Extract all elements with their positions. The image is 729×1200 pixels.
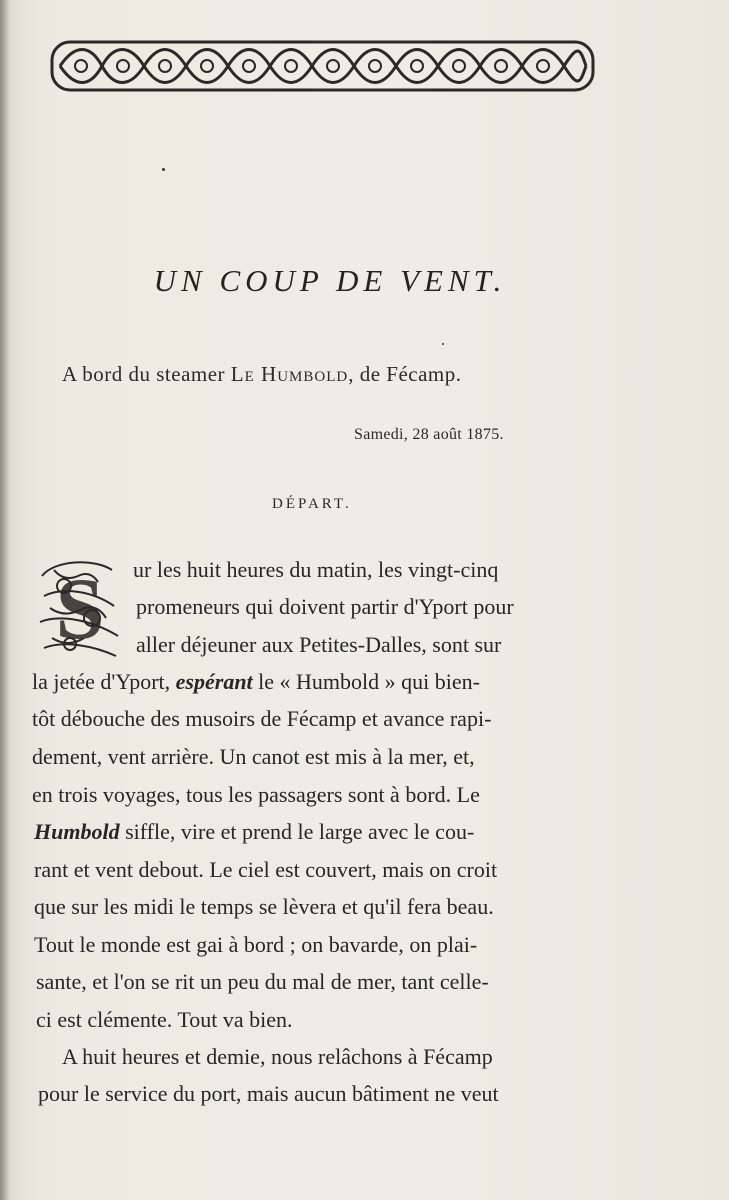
dropcap-letter: S xyxy=(55,561,105,658)
text-line: que sur les midi le temps se lèvera et qu'il fera beau. xyxy=(34,894,494,919)
dateline: Samedi, 28 août 1875. xyxy=(354,426,504,443)
headpiece-ornament xyxy=(50,38,595,94)
chapter-subtitle xyxy=(62,362,462,387)
text-line: tôt débouche des musoirs de Fécamp et avance rapi- xyxy=(32,706,492,731)
text-line: aller déjeuner aux Petites-Dalles, sont sur xyxy=(136,632,502,657)
text-line: rant et vent debout. Le ciel est couvert, mais on croit xyxy=(34,857,498,882)
emphasis: Humbold xyxy=(34,819,120,844)
text-run: siffle, vire et prend le large avec le cou- xyxy=(125,819,475,844)
text-line: ci est clémente. Tout va bien. xyxy=(36,1007,293,1032)
text-line: Tout le monde est gai à bord ; on bavarde, on plai- xyxy=(34,932,478,957)
subtitle-prefix: A bord du steamer xyxy=(62,362,226,386)
text-line: sante, et l'on se rit un peu du mal de mer, tant celle- xyxy=(36,969,489,994)
ornamental-dropcap xyxy=(34,556,126,662)
text-line: promeneurs qui doivent partir d'Yport pour xyxy=(136,594,514,619)
text-line: pour le service du port, mais aucun bâtiment ne veut xyxy=(38,1081,499,1106)
subtitle-suffix: , de Fécamp. xyxy=(348,362,462,386)
page-binding-shadow xyxy=(0,0,10,1200)
text-line: en trois voyages, tous les passagers sont à bord. Le xyxy=(32,782,480,807)
text-line xyxy=(34,819,474,845)
text-run: le « Humbold » qui bien- xyxy=(258,669,480,694)
chapter-title: UN COUP DE VENT. xyxy=(153,263,507,298)
text-line xyxy=(32,669,480,695)
text-line: dement, vent arrière. Un canot est mis à la mer, et, xyxy=(32,744,475,769)
text-line: A huit heures et demie, nous relâchons à Fécamp xyxy=(62,1044,493,1069)
ship-name: Le Humbold xyxy=(230,362,349,386)
text-line: ur les huit heures du matin, les vingt-cinq xyxy=(133,557,499,582)
text-run: la jetée d'Yport, xyxy=(32,669,171,694)
section-heading: DÉPART. xyxy=(272,496,352,512)
emphasis: espérant xyxy=(175,669,253,694)
speck-mark xyxy=(162,168,165,171)
speck-mark xyxy=(442,343,444,345)
